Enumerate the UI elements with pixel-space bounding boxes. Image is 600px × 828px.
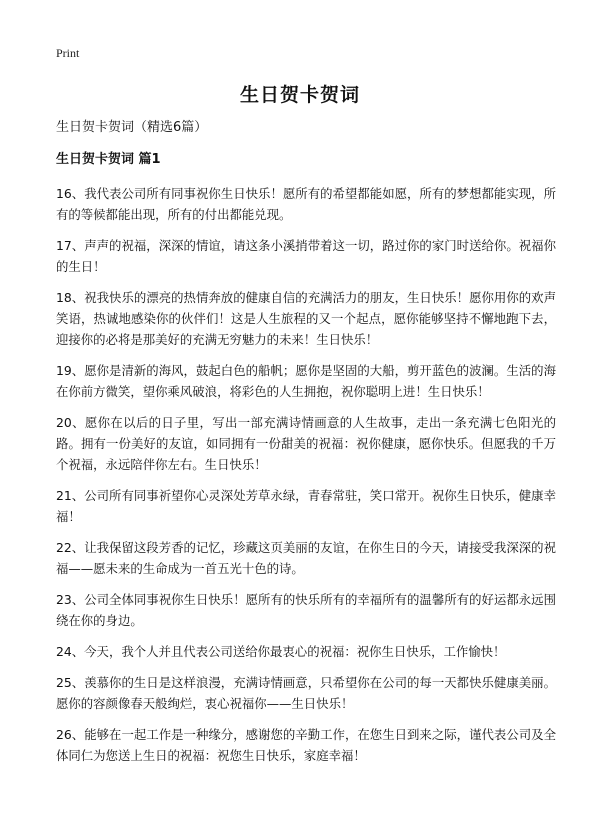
- paragraph-26: 26、能够在一起工作是一种缘分，感谢您的辛勤工作，在您生日到来之际，谨代表公司及全体同仁为您送上生日的祝福：祝您生日快乐，家庭幸福！: [56, 727, 556, 763]
- paragraph-18: 18、祝我快乐的漂亮的热情奔放的健康自信的充满活力的朋友，生日快乐！愿你用你的欢声笑语，热诚地感染你的伙伴们！这是人生旅程的又一个起点，愿你能够坚持不懈地跑下去，迎接你的必将是那美好的充满无穷魅力的未来！生日快乐！: [56, 290, 556, 347]
- document-body: [56, 119, 556, 776]
- paragraph-23: 23、公司全体同事祝你生日快乐！愿所有的快乐所有的幸福所有的温馨所有的好运都永远围绕在你的身边。: [56, 592, 556, 628]
- paragraph-19: 19、愿你是清新的海风，鼓起白色的船帆；愿你是坚固的大船，剪开蓝色的波澜。生活的海在你前方微笑，望你乘风破浪，将彩色的人生拥抱，祝你聪明上进！生日快乐！: [56, 363, 556, 399]
- paragraph-21: 21、公司所有同事祈望你心灵深处芳草永绿，青春常驻，笑口常开。祝你生日快乐，健康幸福！: [56, 488, 556, 524]
- paragraph-16: 16、我代表公司所有同事祝你生日快乐！愿所有的希望都能如愿，所有的梦想都能实现，所有的等候都能出现，所有的付出都能兑现。: [56, 186, 556, 222]
- paragraph-20: 20、愿你在以后的日子里，写出一部充满诗情画意的人生故事，走出一条充满七色阳光的路。拥有一份美好的友谊，如同拥有一份甜美的祝福：祝你健康，愿你快乐。但愿我的千万个祝福，永远陪伴你左右。生日快乐！: [56, 415, 556, 472]
- page-title: 生日贺卡贺词: [239, 84, 360, 106]
- print-label: Print: [56, 46, 80, 60]
- paragraph-24: 24、今天，我个人并且代表公司送给你最衷心的祝福：祝你生日快乐，工作愉快！: [56, 644, 506, 659]
- document-subtitle: 生日贺卡贺词（精选6篇）: [56, 120, 208, 135]
- paragraph-22: 22、让我保留这段芳香的记忆，珍藏这页美丽的友谊，在你生日的今天，请接受我深深的祝福——愿未来的生命成为一首五光十色的诗。: [56, 540, 556, 576]
- paragraph-17: 17、声声的祝福，深深的情谊，请这条小溪捎带着这一切，路过你的家门时送给你。祝福你的生日！: [56, 238, 556, 274]
- section-heading: 生日贺卡贺词 篇1: [56, 152, 161, 167]
- paragraph-25: 25、羡慕你的生日是这样浪漫，充满诗情画意，只希望你在公司的每一天都快乐健康美丽。愿你的容颜像春天般绚烂，衷心祝福你——生日快乐！: [56, 675, 556, 711]
